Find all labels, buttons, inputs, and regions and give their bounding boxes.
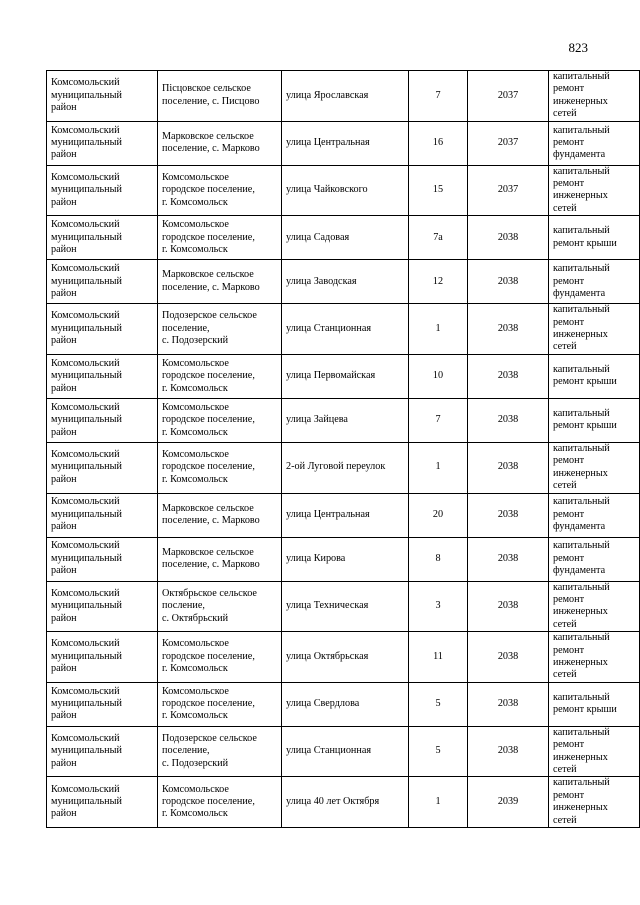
street-cell: улица Техническая xyxy=(282,581,409,632)
district-line: Комсомольский xyxy=(51,171,120,183)
settlement-line: Комсомольское xyxy=(162,357,229,369)
work-type-line: капитальный xyxy=(553,407,610,419)
work-type-line: ремонт xyxy=(553,789,585,801)
district-line: район xyxy=(51,426,77,438)
settlement-line: городское поселение, xyxy=(162,650,255,662)
district-cell xyxy=(47,682,158,726)
work-type-line: ремонт xyxy=(553,455,585,467)
table-body xyxy=(47,71,640,828)
work-type-line: сетей xyxy=(553,814,577,826)
work-type-line: инженерных xyxy=(553,329,608,341)
settlement-cell xyxy=(158,121,282,165)
repair-year-cell: 2038 xyxy=(468,493,549,537)
work-type-line: инженерных xyxy=(553,656,608,668)
work-type-line: капитальный xyxy=(553,263,610,275)
district-line: муниципальный xyxy=(51,461,122,473)
settlement-cell xyxy=(158,726,282,777)
house-number-cell: 5 xyxy=(409,726,468,777)
street-cell: улица Чайковского xyxy=(282,165,409,216)
settlement-line: поселение, с. Марково xyxy=(162,559,260,570)
repair-schedule-table xyxy=(46,70,640,828)
district-cell xyxy=(47,493,158,537)
work-type-cell xyxy=(549,581,640,632)
work-type-cell xyxy=(549,726,640,777)
settlement-line: Комсомольское xyxy=(162,401,229,413)
work-type-cell xyxy=(549,354,640,398)
settlement-line: Комсомольское xyxy=(162,171,229,183)
district-line: район xyxy=(51,808,77,820)
settlement-line: посление, xyxy=(162,600,205,612)
work-type-line: фундамента xyxy=(553,287,606,299)
street-cell: улица Станционная xyxy=(282,726,409,777)
repair-year-cell: 2037 xyxy=(468,165,549,216)
repair-year-cell: 2038 xyxy=(468,682,549,726)
work-type-cell xyxy=(549,537,640,581)
table-row xyxy=(47,216,640,260)
table-row xyxy=(47,165,640,216)
district-line: муниципальный xyxy=(51,650,122,662)
house-number-cell: 10 xyxy=(409,354,468,398)
table-row xyxy=(47,71,640,122)
district-line: муниципальный xyxy=(51,552,122,564)
district-cell xyxy=(47,354,158,398)
district-line: район xyxy=(51,382,77,394)
district-line: муниципальный xyxy=(51,698,122,710)
house-number-cell: 5 xyxy=(409,682,468,726)
district-line: муниципальный xyxy=(51,795,122,807)
work-type-cell xyxy=(549,71,640,122)
settlement-line: Подозерское сельское xyxy=(162,732,257,744)
work-type-line: сетей xyxy=(553,108,577,120)
settlement-line: г. Комсомольск xyxy=(162,808,228,820)
work-type-line: ремонт xyxy=(553,275,585,287)
district-line: муниципальный xyxy=(51,184,122,196)
street-cell: улица Зайцева xyxy=(282,398,409,442)
work-type-cell xyxy=(549,165,640,216)
repair-year-cell: 2038 xyxy=(468,726,549,777)
settlement-line: Марковское сельское xyxy=(162,130,254,142)
house-number-cell: 3 xyxy=(409,581,468,632)
work-type-line: сетей xyxy=(553,618,577,630)
settlement-cell xyxy=(158,71,282,122)
settlement-cell xyxy=(158,165,282,216)
district-line: Комсомольский xyxy=(51,587,120,599)
work-type-line: сетей xyxy=(553,202,577,214)
work-type-line: фундамента xyxy=(553,149,606,161)
work-type-line: инженерных xyxy=(553,751,608,763)
work-type-cell xyxy=(549,398,640,442)
district-line: Комсомольский xyxy=(51,401,120,413)
table-row xyxy=(47,442,640,493)
table-row xyxy=(47,398,640,442)
work-type-line: капитальный xyxy=(553,581,610,593)
repair-year-cell: 2038 xyxy=(468,260,549,304)
settlement-line: с. Подозерский xyxy=(162,335,229,347)
district-cell xyxy=(47,165,158,216)
settlement-line: Марковское сельское xyxy=(162,502,254,514)
work-type-line: капитальный xyxy=(553,71,610,82)
district-line: муниципальный xyxy=(51,745,122,757)
district-line: Комсомольский xyxy=(51,732,120,744)
district-line: район xyxy=(51,521,77,533)
settlement-line: городское поселение, xyxy=(162,370,255,382)
settlement-line: городское поселение, xyxy=(162,698,255,710)
street-cell: улица Свердлова xyxy=(282,682,409,726)
settlement-line: городское поселение, xyxy=(162,461,255,473)
work-type-line: сетей xyxy=(553,763,577,775)
district-line: Комсомольский xyxy=(51,310,120,322)
settlement-line: городское поселение, xyxy=(162,795,255,807)
house-number-cell: 8 xyxy=(409,537,468,581)
district-cell xyxy=(47,260,158,304)
work-type-line: ремонт xyxy=(553,552,585,564)
repair-year-cell: 2039 xyxy=(468,777,549,828)
settlement-line: г. Комсомольск xyxy=(162,243,228,255)
district-cell xyxy=(47,71,158,122)
district-line: район xyxy=(51,710,77,722)
district-line: муниципальный xyxy=(51,275,122,287)
district-line: Комсомольский xyxy=(51,263,120,275)
district-line: Комсомольский xyxy=(51,124,120,136)
house-number-cell: 15 xyxy=(409,165,468,216)
settlement-line: с. Подозерский xyxy=(162,757,229,769)
work-type-line: капитальный xyxy=(553,225,610,237)
work-type-line: инженерных xyxy=(553,190,608,202)
street-cell: улица Ярославская xyxy=(282,71,409,122)
house-number-cell: 1 xyxy=(409,442,468,493)
district-line: муниципальный xyxy=(51,508,122,520)
district-line: район xyxy=(51,196,77,208)
street-cell: улица Центральная xyxy=(282,121,409,165)
settlement-cell xyxy=(158,632,282,683)
district-line: район xyxy=(51,473,77,485)
repair-year-cell: 2038 xyxy=(468,398,549,442)
street-cell: улица Заводская xyxy=(282,260,409,304)
street-cell: улица Центральная xyxy=(282,493,409,537)
settlement-line: Марковское сельское xyxy=(162,269,254,281)
work-type-line: ремонт xyxy=(553,316,585,328)
work-type-line: сетей xyxy=(553,341,577,353)
settlement-line: городское поселение, xyxy=(162,231,255,243)
work-type-line: ремонт xyxy=(553,83,585,95)
district-line: муниципальный xyxy=(51,89,122,101)
district-line: Комсомольский xyxy=(51,496,120,508)
settlement-cell xyxy=(158,398,282,442)
settlement-cell xyxy=(158,442,282,493)
settlement-line: Комсомольское xyxy=(162,449,229,461)
house-number-cell: 7 xyxy=(409,398,468,442)
district-cell xyxy=(47,304,158,355)
district-line: Комсомольский xyxy=(51,77,120,89)
work-type-line: ремонт xyxy=(553,136,585,148)
house-number-cell: 16 xyxy=(409,121,468,165)
work-type-cell xyxy=(549,216,640,260)
work-type-line: сетей xyxy=(553,480,577,492)
settlement-cell xyxy=(158,216,282,260)
work-type-line: ремонт крыши xyxy=(553,704,617,716)
district-line: Комсомольский xyxy=(51,638,120,650)
repair-year-cell: 2038 xyxy=(468,537,549,581)
street-cell: улица Октябрьская xyxy=(282,632,409,683)
settlement-line: г. Комсомольск xyxy=(162,663,228,675)
work-type-cell xyxy=(549,260,640,304)
district-line: муниципальный xyxy=(51,231,122,243)
district-line: Комсомольский xyxy=(51,449,120,461)
table-row xyxy=(47,581,640,632)
settlement-line: поселение, xyxy=(162,322,210,334)
work-type-line: капитальный xyxy=(553,442,610,454)
work-type-line: капитальный xyxy=(553,363,610,375)
settlement-cell xyxy=(158,304,282,355)
table-row xyxy=(47,682,640,726)
district-line: район xyxy=(51,102,77,114)
district-line: Комсомольский xyxy=(51,219,120,231)
settlement-line: поселение, с. Марково xyxy=(162,281,260,293)
district-line: Комсомольский xyxy=(51,783,120,795)
work-type-cell xyxy=(549,777,640,828)
table-row xyxy=(47,493,640,537)
district-line: муниципальный xyxy=(51,600,122,612)
district-line: район xyxy=(51,149,77,161)
house-number-cell: 1 xyxy=(409,304,468,355)
street-cell: улица Первомайская xyxy=(282,354,409,398)
district-cell xyxy=(47,398,158,442)
table-row xyxy=(47,260,640,304)
work-type-line: ремонт крыши xyxy=(553,376,617,388)
work-type-line: инженерных xyxy=(553,606,608,618)
work-type-line: капитальный xyxy=(553,777,610,789)
district-line: муниципальный xyxy=(51,136,122,148)
work-type-line: инженерных xyxy=(553,467,608,479)
repair-year-cell: 2038 xyxy=(468,354,549,398)
settlement-line: Комсомольское xyxy=(162,638,229,650)
work-type-line: сетей xyxy=(553,669,577,681)
work-type-line: ремонт крыши xyxy=(553,237,617,249)
settlement-line: Марковское сельское xyxy=(162,546,254,558)
house-number-cell: 1 xyxy=(409,777,468,828)
street-cell: улица Садовая xyxy=(282,216,409,260)
settlement-line: городское поселение, xyxy=(162,414,255,426)
district-cell xyxy=(47,726,158,777)
settlement-line: Подозерское сельское xyxy=(162,310,257,322)
house-number-cell: 11 xyxy=(409,632,468,683)
district-line: район xyxy=(51,243,77,255)
settlement-line: поселение, с. Марково xyxy=(162,515,260,526)
work-type-line: ремонт xyxy=(553,178,585,190)
repair-year-cell: 2037 xyxy=(468,71,549,122)
house-number-cell: 20 xyxy=(409,493,468,537)
settlement-line: Комсомольское xyxy=(162,685,229,697)
settlement-line: г. Комсомольск xyxy=(162,473,228,485)
house-number-cell: 7а xyxy=(409,216,468,260)
work-type-line: инженерных xyxy=(553,802,608,814)
settlement-line: поселение, с. Писцово xyxy=(162,95,260,107)
table-row xyxy=(47,354,640,398)
work-type-line: капитальный xyxy=(553,496,610,508)
work-type-line: ремонт крыши xyxy=(553,420,617,432)
settlement-cell xyxy=(158,493,282,537)
repair-year-cell: 2037 xyxy=(468,121,549,165)
work-type-cell xyxy=(549,632,640,683)
district-line: район xyxy=(51,663,77,675)
settlement-line: городское поселение, xyxy=(162,184,255,196)
work-type-cell xyxy=(549,121,640,165)
table-row xyxy=(47,121,640,165)
settlement-line: г. Комсомольск xyxy=(162,426,228,438)
settlement-line: Комсомольское xyxy=(162,783,229,795)
settlement-cell xyxy=(158,537,282,581)
settlement-cell xyxy=(158,682,282,726)
house-number-cell: 7 xyxy=(409,71,468,122)
work-type-line: капитальный xyxy=(553,691,610,703)
settlement-line: с. Октябрьский xyxy=(162,612,229,624)
work-type-line: ремонт xyxy=(553,593,585,605)
work-type-line: ремонт xyxy=(553,644,585,656)
work-type-line: капитальный xyxy=(553,540,610,552)
district-cell xyxy=(47,632,158,683)
district-cell xyxy=(47,442,158,493)
settlement-line: поселение, xyxy=(162,745,210,757)
district-cell xyxy=(47,216,158,260)
settlement-cell xyxy=(158,581,282,632)
settlement-line: г. Комсомольск xyxy=(162,196,228,208)
work-type-line: фундамента xyxy=(553,521,606,533)
street-cell: улица 40 лет Октября xyxy=(282,777,409,828)
work-type-line: фундамента xyxy=(553,565,606,577)
table-row xyxy=(47,537,640,581)
district-line: муниципальный xyxy=(51,414,122,426)
settlement-line: Пісцовское сельское xyxy=(162,83,251,95)
street-cell: 2-ой Луговой переулок xyxy=(282,442,409,493)
work-type-line: капитальный xyxy=(553,124,610,136)
district-line: район xyxy=(51,565,77,577)
district-line: район xyxy=(51,612,77,624)
house-number-cell: 12 xyxy=(409,260,468,304)
settlement-cell xyxy=(158,354,282,398)
district-cell xyxy=(47,121,158,165)
district-cell xyxy=(47,777,158,828)
repair-year-cell: 2038 xyxy=(468,216,549,260)
street-cell: улица Станционная xyxy=(282,304,409,355)
settlement-line: г. Комсомольск xyxy=(162,710,228,722)
district-line: муниципальный xyxy=(51,370,122,382)
street-cell: улица Кирова xyxy=(282,537,409,581)
work-type-line: капитальный xyxy=(553,304,610,316)
work-type-line: ремонт xyxy=(553,508,585,520)
table-row xyxy=(47,777,640,828)
table-row xyxy=(47,304,640,355)
repair-year-cell: 2038 xyxy=(468,304,549,355)
district-line: Комсомольский xyxy=(51,357,120,369)
work-type-line: капитальный xyxy=(553,726,610,738)
settlement-cell xyxy=(158,777,282,828)
district-line: муниципальный xyxy=(51,322,122,334)
district-line: район xyxy=(51,287,77,299)
work-type-line: инженерных xyxy=(553,95,608,107)
table-row xyxy=(47,726,640,777)
work-type-line: капитальный xyxy=(553,165,610,177)
settlement-line: Октябрьское сельское xyxy=(162,587,257,599)
repair-year-cell: 2038 xyxy=(468,632,549,683)
repair-year-cell: 2038 xyxy=(468,581,549,632)
settlement-line: Комсомольское xyxy=(162,219,229,231)
work-type-cell xyxy=(549,682,640,726)
settlement-line: поселение, с. Марково xyxy=(162,143,260,155)
district-line: Комсомольский xyxy=(51,540,120,552)
table-row xyxy=(47,632,640,683)
settlement-cell xyxy=(158,260,282,304)
district-cell xyxy=(47,537,158,581)
work-type-cell xyxy=(549,442,640,493)
work-type-cell xyxy=(549,304,640,355)
district-cell xyxy=(47,581,158,632)
district-line: Комсомольский xyxy=(51,685,120,697)
district-line: район xyxy=(51,335,77,347)
work-type-cell xyxy=(549,493,640,537)
settlement-line: г. Комсомольск xyxy=(162,382,228,394)
page-number: 823 xyxy=(568,40,588,55)
district-line: район xyxy=(51,757,77,769)
work-type-line: капитальный xyxy=(553,632,610,644)
work-type-line: ремонт xyxy=(553,739,585,751)
repair-year-cell: 2038 xyxy=(468,442,549,493)
